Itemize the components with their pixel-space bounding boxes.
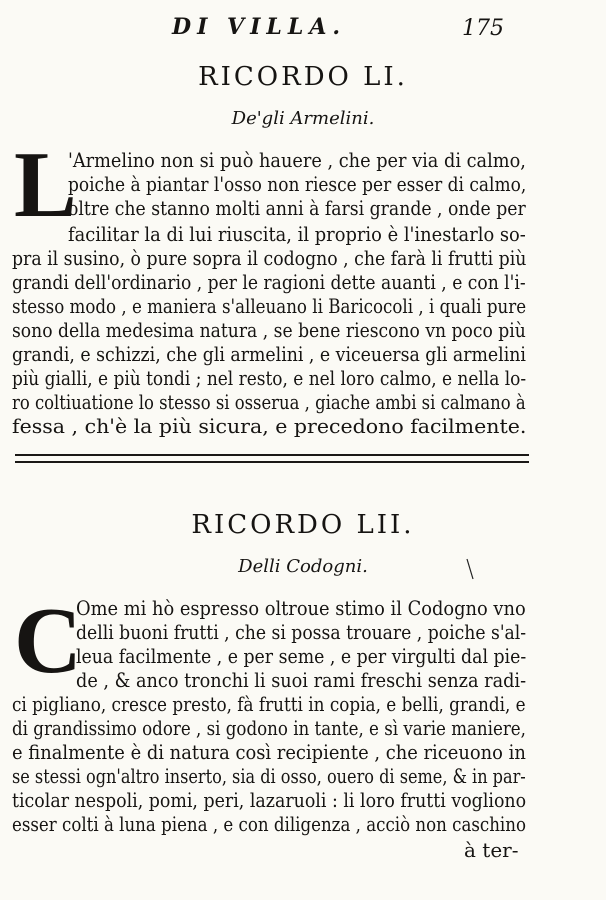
catchword: à ter-	[464, 838, 519, 862]
text-line: facilitar la di lui riuscita, il proprio è l'inestarlo so-	[68, 222, 526, 246]
text-line: se stessi ogn'altro inserto, sia di osso, ouero di seme, & in par-	[12, 764, 526, 788]
text-line: poiche à piantar l'osso non riesce per esser di calmo,	[68, 172, 527, 196]
section-title-lii: RICORDO LII.	[191, 510, 415, 540]
drop-cap-c: C	[14, 589, 82, 693]
text-line: grandi dell'ordinario , per le ragioni dette auanti , e con l'i-	[12, 270, 526, 294]
section-title-li: RICORDO LI.	[198, 62, 408, 92]
text-line: 'Armelino non si può hauere , che per via di calmo,	[68, 148, 526, 172]
section-subtitle-armelini: De'gli Armelini.	[231, 108, 375, 129]
text-line: e finalmente è di natura così recipiente , che riceuono in	[12, 740, 526, 764]
text-line: leua facilmente , e per seme , e per virgulti dal pie-	[76, 644, 527, 668]
text-line: ci pigliano, cresce presto, fà frutti in copia, e belli, grandi, e	[12, 692, 526, 716]
text-line: Ome mi hò espresso oltroue stimo il Codogno vno	[76, 596, 526, 620]
text-line: stesso modo , e maniera s'alleuano li Baricocoli , i quali pure	[12, 294, 527, 318]
running-title: DI VILLA.	[172, 14, 347, 40]
text-line: pra il susino, ò pure sopra il codogno , che farà li frutti più	[12, 246, 527, 270]
text-line: grandi, e schizzi, che gli armelini , e viceuersa gli armelini	[12, 342, 526, 366]
text-line: ro coltiuatione lo stesso si osserua , giache ambi si calmano à	[12, 390, 526, 414]
text-line: de , & anco tronchi li suoi rami freschi senza radi-	[76, 668, 527, 692]
text-line: fessa , ch'è la più sicura, e precedono facilmente.	[12, 414, 527, 438]
text-line: oltre che stanno molti anni à farsi grande , onde per	[68, 196, 526, 220]
text-line: più gialli, e più tondi ; nel resto, e nel loro calmo, e nella lo-	[12, 366, 527, 390]
text-line: ticolar nespoli, pomi, peri, lazaruoli : li loro frutti vogliono	[12, 788, 527, 812]
text-line: esser colti à luna piena , e con diligenza , acciò non caschino	[12, 812, 526, 836]
ink-mark	[466, 558, 474, 580]
text-line: di grandissimo odore , si godono in tante, e sì varie maniere,	[12, 716, 526, 740]
section-subtitle-codogni: Delli Codogni.	[238, 556, 368, 577]
page-number: 175	[462, 16, 504, 41]
text-line: delli buoni frutti , che si possa trouare , poiche s'al-	[76, 620, 527, 644]
drop-cap-l: L	[14, 133, 77, 237]
text-line: sono della medesima natura , se bene riescono vn poco più	[12, 318, 526, 342]
section-divider-rule	[15, 454, 529, 463]
